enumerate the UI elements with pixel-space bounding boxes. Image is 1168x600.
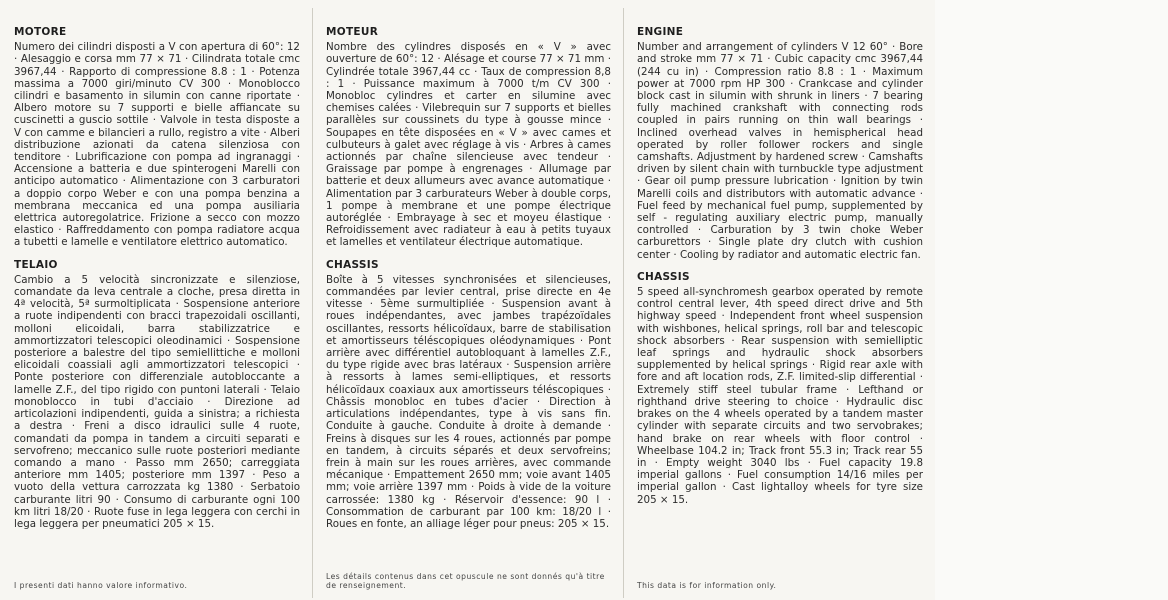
english-engine-heading: ENGINE [637,26,684,38]
italian-engine-text: Numero dei cilindri disposti a V con apertura di 60°: 12 · Alesaggio e corsa mm 77 × 71 · Cilindrata totale cmc 3967,44 · Rapporto di compressione 8.8 : 1 · Potenza massima a 7000 giri/minuto CV 300 · Monoblocco cilindri e basamento in silumin con canne riportate · Albero motore su 7 supporti e bielle affiancate su cuscinetti a guscio sottile · Valvole in testa disposte a V con camme e bilancieri a rullo, registro a vite · Alberi distribuzione azionati da catena silenziosa con tenditore · Lubrificazione con pompa ad ingranaggi · Accensione a batteria e due spinterogeni Marelli con anticipo automatico · Alimentazione con 3 carburatori a doppio corpo Weber e con una pompa benzina a membrana meccanica ed una pompa ausiliaria elettrica autoregolatrice. Frizione a secco con mozzo elastico · Raffreddamento con pompa radiatore acqua a tubetti e lamelle e ventilatore elettrico automatico. [14,41,300,249]
english-chassis-heading: CHASSIS [637,270,690,283]
english-chassis-text: 5 speed all-synchromesh gearbox operated by remote control central lever, 4th speed direct drive and 5th highway speed · Independent front wheel suspension with wishbones, helical springs, roll bar and telescopic shock absorbers · Rear suspension with semielliptic leaf springs and hydraulic shock absorbers supplemented by helical springs · Rigid rear axle with fore and aft location rods, Z.F. limited-slip differential · Extremely stiff steel tubular frame · Lefthand or righthand drive steering to choice · Hydraulic disc brakes on the 4 wheels operated by a tandem master cylinder with separate circuits and two servobrakes; hand brake on rear wheels with floor control · Wheelbase 104.2 in; Track front 55.3 in; Track rear 55 in · Empty weight 3040 lbs · Fuel capacity 19.8 imperial gallons · Fuel consumption 14/16 miles per imperial gallon · Cast lightalloy wheels for tyre size 205 × 15. [637,286,923,506]
english-engine-text: Number and arrangement of cylinders V 12 60° · Bore and stroke mm 77 × 71 · Cubic capacity cmc 3967,44 (244 cu in) · Compression ratio 8.8 : 1 · Maximum power at 7000 rpm HP 300 · Crankcase and cylinder block cast in silumin with shrunk in liners · 7 bearing fully machined crankshaft with connecting rods coupled in pairs running on thin wall bearings · Inclined overhead valves in hemispherical head operated by roller follower rockers and single camshafts. Adjustment by hardened screw · Camshafts driven by silent chain with turnbuckle type adjustment · Gear oil pump pressure lubrication · Ignition by twin Marelli coils and distributors with automatic advance · Fuel feed by mechanical fuel pump, supplemented by self - regulating auxiliary electric pump, manually controlled · Carburation by 3 twin choke Weber carburettors · Single plate dry clutch with cushion center · Cooling by radiator and automatic electric fan. [637,41,923,261]
italian-column [0,0,312,600]
italian-chassis-heading: TELAIO [14,258,58,271]
blank-panel [935,0,1168,600]
english-column [623,0,935,600]
english-footnote: This data is for information only. [637,581,777,590]
french-engine-heading: MOTEUR [326,26,379,38]
italian-footnote: I presenti dati hanno valore informativo. [14,581,188,590]
french-column [312,0,623,600]
italian-engine-heading: MOTORE [14,26,67,38]
french-footnote: Les détails contenus dans cet opuscule ne sont donnés qu'à titre de renseignement. [326,572,605,590]
french-chassis-text: Boîte à 5 vitesses synchronisées et silencieuses, commandées par levier central, prise directe en 4e vitesse · 5ème surmultipliée · Suspension avant à roues indépendantes, avec jambes trapézoïdales oscillantes, ressorts hélicoïdaux, barre de stabilisation et amortisseurs téléscopiques oléodynamiques · Pont arrière avec différentiel autobloquant à lamelles Z.F., du type rigide avec bras latéraux · Suspension arrière à ressorts à lames semi-elliptiques, et ressorts hélicoïdaux coaxiaux aux amortisseurs téléscopiques · Châssis monobloc en tubes d'acier · Direction à articulations indépendantes, type à vis sans fin. Conduite à gauche. Conduite à droite à demande · Freins à disques sur les 4 roues, actionnés par pompe en tandem, à circuits séparés et deux servofreins; frein à main sur les roues arrières, avec commande mécanique · Empattement 2650 mm; voie avant 1405 mm; voie arrière 1397 mm · Poids à vide de la voiture carrossée: 1380 kg · Réservoir d'essence: 90 l · Consommation de carburant par 100 km: 18/20 l · Roues en fonte, an alliage léger pour pneus: 205 × 15. [326,273,611,530]
italian-chassis-text: Cambio a 5 velocità sincronizzate e silenziose, comandate da leva centrale a cloche, presa diretta in 4ª velocità, 5ª surmoltiplicata · Sospensione anteriore a ruote indipendenti con bracci trapezoidali oscillanti, molloni elicoidali, barra stabilizzatrice e ammortizzatori telescopici oleodinamici · Sospensione posteriore a balestre del tipo semiellittiche e molloni elicoidali coassiali agli ammortizzatori telescopici · Ponte posteriore con differenziale autobloccante a lamelle Z.F., del tipo rigido con puntoni laterali · Telaio monoblocco in tubi d'acciaio · Direzione ad articolazioni indipendenti, guida a sinistra; a richiesta a destra · Freni a disco idraulici sulle 4 ruote, comandati da pompa in tandem a circuiti separati e servofreno; meccanico sulle ruote posteriori mediante comando a mano · Passo mm 2650; carreggiata anteriore mm 1405; posteriore mm 1397 · Peso a vuoto della vettura carrozzata kg 1380 · Serbatoio carburante litri 90 · Consumo di carburante ogni 100 km litri 18/20 · Ruote fuse in lega leggera con cerchi in lega leggera per pneumatici 205 × 15. [14,273,300,530]
french-chassis-heading: CHASSIS [326,258,379,271]
french-engine-text: Nombre des cylindres disposés en « V » avec ouverture de 60°: 12 · Alésage et course 77 × 71 mm · Cylindrée totale 3967,44 cc · Taux de compression 8,8 : 1 · Puissance maximum à 7000 t/m CV 300 · Monobloc cylindres et carter en silumine avec chemises calées · Vilebrequin sur 7 supports et bielles parallèles sur coussinets du type à gousse mince · Soupapes en tête disposées en « V » avec cames et culbuteurs à galet avec réglage à vis · Arbres à cames actionnés par chaîne silencieuse avec tendeur · Graissage par pompe à engrenages · Allumage par batterie et deux allumeurs avec avance automatique · Alimentation par 3 carburateurs Weber à double corps, 1 pompe à membrane et une pompe électrique autoréglée · Embrayage à sec et moyeu élastique · Refroidissement avec radiateur à eau à petits tuyaux et lamelles et ventilateur électrique automatique. [326,41,611,249]
